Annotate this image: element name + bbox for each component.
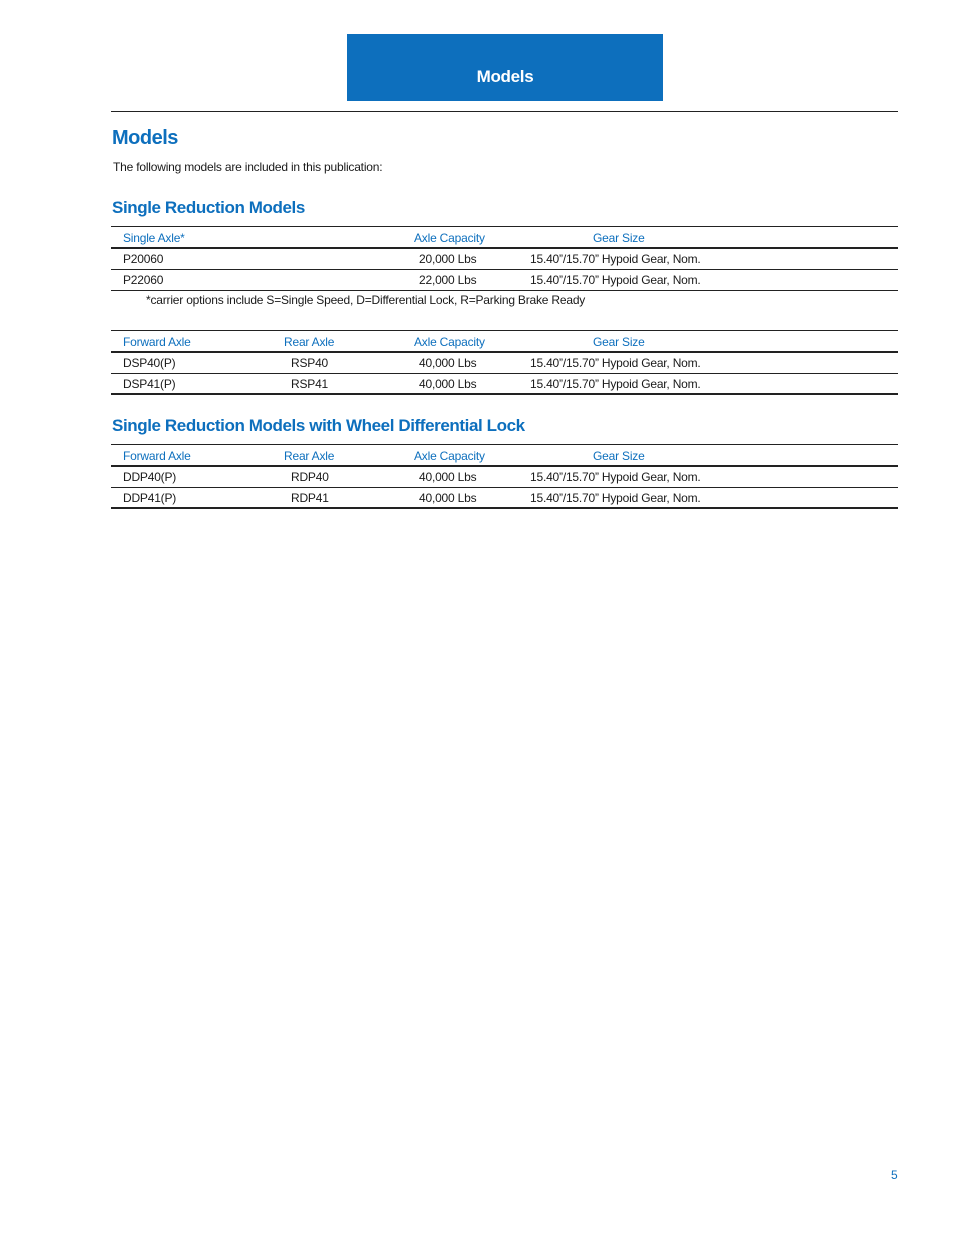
table-wheel-diff-lock xyxy=(111,444,898,509)
cell-capacity: 40,000 Lbs xyxy=(419,470,477,484)
cell-rear-axle: RSP40 xyxy=(291,356,329,370)
col-header-axle-capacity: Axle Capacity xyxy=(414,335,485,349)
cell-rear-axle: RDP41 xyxy=(291,491,329,505)
col-header-axle-capacity: Axle Capacity xyxy=(414,231,485,245)
table-row xyxy=(111,249,898,270)
table-header xyxy=(111,330,898,353)
cell-capacity: 40,000 Lbs xyxy=(419,377,477,391)
cell-gear-size: 15.40”/15.70” Hypoid Gear, Nom. xyxy=(530,252,701,266)
page-number: 5 xyxy=(891,1168,898,1182)
table-single-axle xyxy=(111,226,898,291)
cell-capacity: 22,000 Lbs xyxy=(419,273,477,287)
col-header-axle-capacity: Axle Capacity xyxy=(414,449,485,463)
cell-gear-size: 15.40”/15.70” Hypoid Gear, Nom. xyxy=(530,356,701,370)
cell-capacity: 40,000 Lbs xyxy=(419,356,477,370)
table-row xyxy=(111,270,898,291)
cell-forward-axle: DDP41(P) xyxy=(123,491,177,505)
col-header-gear-size: Gear Size xyxy=(593,449,645,463)
table-header xyxy=(111,444,898,467)
cell-forward-axle: DSP41(P) xyxy=(123,377,176,391)
cell-gear-size: 15.40”/15.70” Hypoid Gear, Nom. xyxy=(530,470,701,484)
col-header-gear-size: Gear Size xyxy=(593,335,645,349)
table-tandem-single-reduction xyxy=(111,330,898,395)
table-row xyxy=(111,488,898,509)
table-row xyxy=(111,374,898,395)
table-row xyxy=(111,353,898,374)
header-tab-label: Models xyxy=(476,66,534,86)
section-title-single-reduction: Single Reduction Models xyxy=(112,198,305,217)
intro-text: The following models are included in this publication: xyxy=(113,160,383,174)
cell-gear-size: 15.40”/15.70” Hypoid Gear, Nom. xyxy=(530,273,701,287)
col-header-single-axle: Single Axle* xyxy=(123,231,185,245)
cell-forward-axle: DDP40(P) xyxy=(123,470,177,484)
cell-capacity: 20,000 Lbs xyxy=(419,252,477,266)
col-header-gear-size: Gear Size xyxy=(593,231,645,245)
cell-rear-axle: RSP41 xyxy=(291,377,329,391)
cell-rear-axle: RDP40 xyxy=(291,470,329,484)
carrier-options-note: *carrier options include S=Single Speed, D=Differential Lock, R=Parking Brake Ready xyxy=(146,293,586,307)
section-title-wheel-diff-lock: Single Reduction Models with Wheel Differential Lock xyxy=(112,416,525,435)
col-header-rear-axle: Rear Axle xyxy=(284,449,335,463)
cell-forward-axle: DSP40(P) xyxy=(123,356,176,370)
table-header xyxy=(111,226,898,249)
cell-model: P20060 xyxy=(123,252,164,266)
page-title: Models xyxy=(112,127,178,149)
cell-capacity: 40,000 Lbs xyxy=(419,491,477,505)
col-header-forward-axle: Forward Axle xyxy=(123,335,191,349)
cell-gear-size: 15.40”/15.70” Hypoid Gear, Nom. xyxy=(530,377,701,391)
col-header-rear-axle: Rear Axle xyxy=(284,335,335,349)
header-rule xyxy=(111,111,898,112)
cell-model: P22060 xyxy=(123,273,164,287)
table-row xyxy=(111,467,898,488)
col-header-forward-axle: Forward Axle xyxy=(123,449,191,463)
header-tab xyxy=(347,34,663,101)
cell-gear-size: 15.40”/15.70” Hypoid Gear, Nom. xyxy=(530,491,701,505)
